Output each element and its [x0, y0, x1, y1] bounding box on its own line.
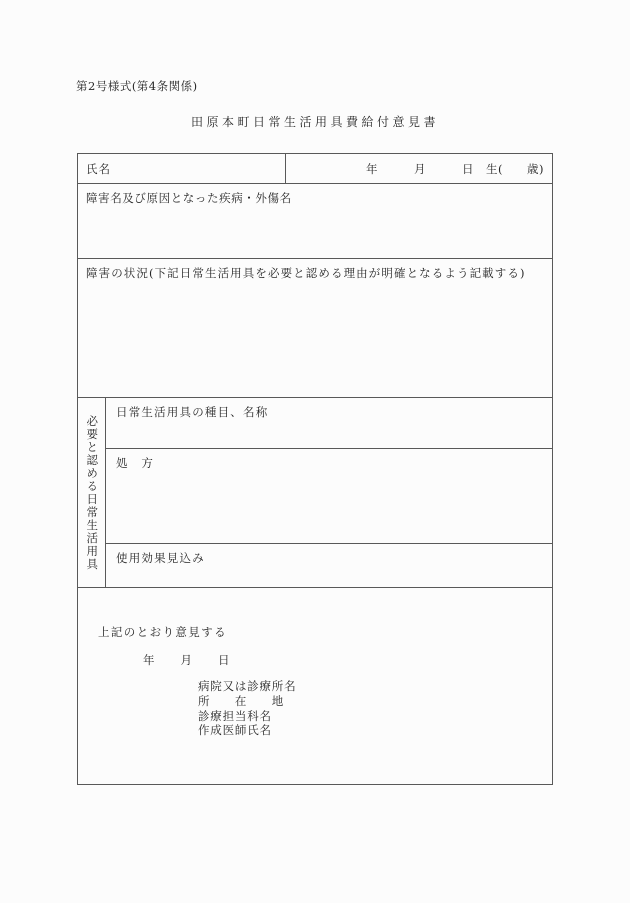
- opinion-date-label: 年 月 日: [143, 653, 231, 667]
- doctor-name-label: 作成医師氏名: [198, 723, 272, 738]
- disability-name-cell: [78, 184, 552, 259]
- equipment-type-cell: [106, 398, 552, 449]
- name-cell: [78, 154, 286, 183]
- disability-status-cell: [78, 259, 552, 398]
- hospital-name-label: 病院又は診療所名: [198, 679, 297, 693]
- equipment-type-label: 日常生活用具の種目、名称: [116, 405, 269, 419]
- form-table: [77, 153, 553, 785]
- opinion-fields: [198, 679, 296, 738]
- name-row: [78, 154, 552, 184]
- expected-effect-cell: [106, 544, 552, 587]
- department-label: 診療担当科名: [198, 708, 272, 723]
- equipment-section: [78, 398, 552, 588]
- equipment-sidebar-label: 必要と認める日常生活用具: [85, 414, 100, 571]
- opinion-statement: 上記のとおり意見する: [98, 625, 227, 639]
- page-title: 田原本町日常生活用具費給付意見書: [190, 115, 439, 129]
- birthdate-cell: [286, 154, 552, 183]
- prescription-label: 処 方: [116, 456, 155, 470]
- disability-name-label: 障害名及び原因となった疾病・外傷名: [86, 191, 292, 205]
- equipment-body: [106, 398, 552, 587]
- expected-effect-label: 使用効果見込み: [116, 551, 205, 565]
- birthdate-label: 年 月 日 生( 歳): [366, 161, 544, 176]
- equipment-sidebar: [78, 398, 106, 587]
- address-label: 所 在 地: [198, 693, 285, 708]
- disability-status-label: 障害の状況(下記日常生活用具を必要と認める理由が明確となるよう記載する): [86, 266, 526, 280]
- form-number: 第2号様式(第4条関係): [76, 79, 198, 93]
- prescription-cell: [106, 449, 552, 544]
- name-label: 氏名: [86, 161, 111, 176]
- opinion-section: [78, 588, 552, 784]
